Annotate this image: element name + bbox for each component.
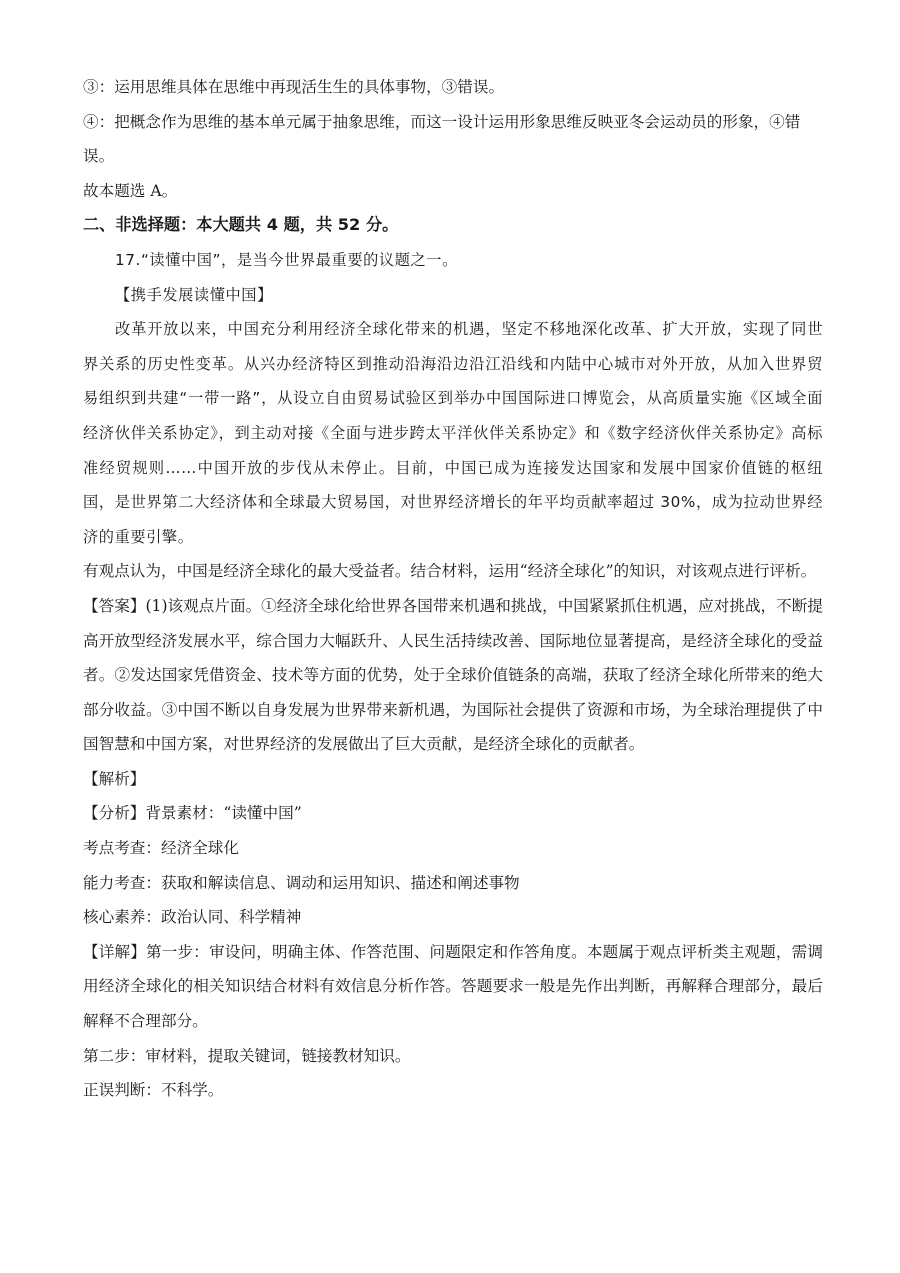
answer-block [83,589,823,762]
fenxi-text: 背景素材：“读懂中国” [145,804,302,823]
nengli-line: 能力考查：获取和解读信息、调动和运用知识、描述和阐述事物 [83,873,520,892]
section-heading: 二、非选择题：本大题共 4 题，共 52 分。 [83,215,399,235]
question-prompt: 有观点认为，中国是经济全球化的最大受益者。结合材料，运用“经济全球化”的知识，对该观点进行评析。 [83,562,817,581]
zhengwu-line: 正误判断：不科学。 [83,1081,224,1100]
option-4-analysis-line1: ④：把概念作为思维的基本单元属于抽象思维，而这一设计运用形象思维反映亚冬会运动员的形象，④错 [83,112,801,131]
kaodian-line: 考点考查：经济全球化 [83,839,239,858]
option-4-analysis-line2: 误。 [83,147,115,166]
analysis-tag: 【解析】 [83,769,146,788]
fenxi-tag: 【分析】 [83,804,146,823]
document-page [83,70,823,1108]
step2-line: 第二步：审材料，提取关键词，链接教材知识。 [83,1046,411,1065]
xiangjie-tag: 【详解】 [83,942,146,961]
answer-tag: 【答案】 [83,596,146,615]
answer-conclusion: 故本题选 A。 [83,181,178,200]
hexin-line: 核心素养：政治认同、科学精神 [83,908,302,927]
xiangjie-text: 第一步：审设问，明确主体、作答范围、问题限定和作答角度。本题属于观点评析类主观题，需调用经济全球化的相关知识结合材料有效信息分析作答。答题要求一般是先作出判断，再解释合理部分，最后解释不合理部分。 [83,942,823,1031]
material-subtitle: 【携手发展读懂中国】 [115,285,273,304]
material-paragraph: 改革开放以来，中国充分利用经济全球化带来的机遇，坚定不移地深化改革、扩大开放，实现了同世界关系的历史性变革。从兴办经济特区到推动沿海沿边沿江沿线和内陆中心城市对外开放，从加入世界贸易组织到共建“一带一路”，从设立自由贸易试验区到举办中国国际进口博览会，从高质量实施《区域全面经济伙伴关系协定》，到主动对接《全面与进步跨太平洋伙伴关系协定》和《数字经济伙伴关系协定》高标准经贸规则……中国开放的步伐从未停止。目前，中国已成为连接发达国家和发展中国家价值链的枢纽国，是世界第二大经济体和全球最大贸易国，对世界经济增长的年平均贡献率超过 30%，成为拉动世界经济的重要引擎。 [83,320,823,546]
xiangjie-block [83,935,823,1039]
question-17-intro: 17.“读懂中国”，是当今世界最重要的议题之一。 [115,250,458,269]
fenxi-line [83,796,823,831]
option-3-analysis: ③：运用思维具体在思维中再现活生生的具体事物，③错误。 [83,78,505,96]
answer-text: (1)该观点片面。①经济全球化给世界各国带来机遇和挑战，中国紧紧抓住机遇，应对挑战，不断提高开放型经济发展水平，综合国力大幅跃升、人民生活持续改善、国际地位显著提高，是经济全球化的受益者。②发达国家凭借资金、技术等方面的优势，处于全球价值链条的高端，获取了经济全球化所带来的绝大部分收益。③中国不断以自身发展为世界带来新机遇，为国际社会提供了资源和市场，为全球治理提供了中国智慧和中国方案，对世界经济的发展做出了巨大贡献，是经济全球化的贡献者。 [83,596,823,754]
